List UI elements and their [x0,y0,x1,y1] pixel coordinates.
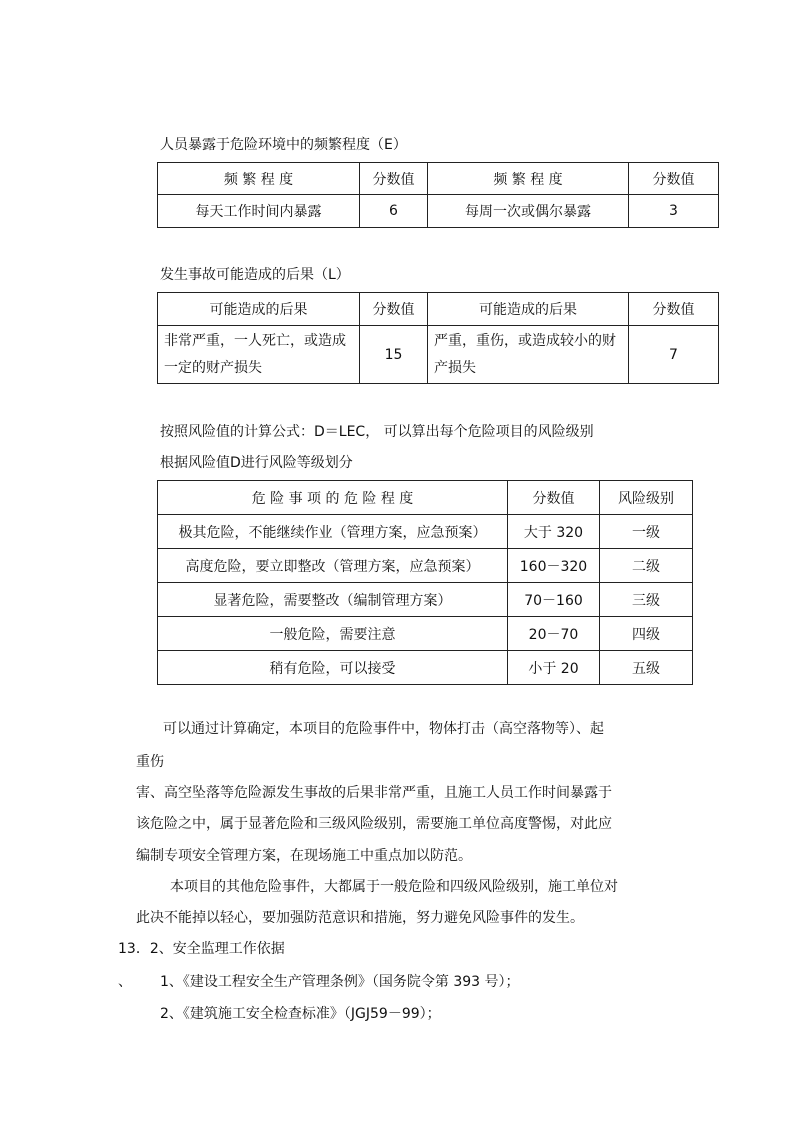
bullet-mark: 、 [118,974,132,990]
formula-text: 按照风险值的计算公式：D＝LEC， 可以算出每个危险项目的风险级别 [160,424,594,440]
table-row [158,549,693,583]
exposure-cell-score-1: 6 [360,195,428,228]
risk-level: 四级 [600,617,693,651]
list-item: 2、《建筑施工安全检查标准》（JGJ59－99）； [160,1006,441,1022]
consequence-header-score-2: 分数值 [629,293,719,326]
risk-level: 二级 [600,549,693,583]
exposure-header-desc-2: 频 繁 程 度 [428,163,629,195]
consequence-cell-desc-1: 非常严重，一人死亡，或造成一定的财产损失 [158,326,360,384]
exposure-header-score-1: 分数值 [360,163,428,195]
section-heading: 13．2、安全监理工作依据 [118,941,285,957]
exposure-table [157,162,719,228]
risk-degree: 极其危险，不能继续作业（管理方案，应急预案） [158,515,508,549]
paragraph1-line: 可以通过计算确定，本项目的危险事件中，物体打击（高空落物等）、起 [163,721,604,737]
paragraph1-line: 害、高空坠落等危险源发生事故的后果非常严重，且施工人员工作时间暴露于 [136,785,612,801]
exposure-cell-score-2: 3 [629,195,719,228]
risk-degree: 高度危险，要立即整改（管理方案，应急预案） [158,549,508,583]
exposure-header-desc-1: 频 繁 程 度 [158,163,360,195]
risk-grade-table [157,480,693,685]
consequence-header-desc-1: 可能造成的后果 [158,293,360,326]
table-row [158,515,693,549]
paragraph1-line: 重伤 [136,754,164,770]
risk-header-degree: 危 险 事 项 的 危 险 程 度 [158,481,508,515]
paragraph1-line: 编制专项安全管理方案，在现场施工中重点加以防范。 [136,848,472,864]
exposure-cell-desc-2: 每周一次或偶尔暴露 [428,195,629,228]
risk-score: 160－320 [508,549,600,583]
consequence-cell-score-2: 7 [629,326,719,384]
risk-score: 70－160 [508,583,600,617]
consequence-caption: 发生事故可能造成的后果（L） [160,267,350,283]
table-row [158,617,693,651]
exposure-cell-desc-1: 每天工作时间内暴露 [158,195,360,228]
table-row [158,583,693,617]
paragraph2-line: 本项目的其他危险事件，大都属于一般危险和四级风险级别，施工单位对 [170,879,618,895]
risk-degree: 显著危险，需要整改（编制管理方案） [158,583,508,617]
risk-score: 大于 320 [508,515,600,549]
consequence-header-desc-2: 可能造成的后果 [428,293,629,326]
paragraph2-line: 此决不能掉以轻心，要加强防范意识和措施，努力避免风险事件的发生。 [136,910,584,926]
exposure-caption: 人员暴露于危险环境中的频繁程度（E） [160,137,407,153]
consequence-header-score-1: 分数值 [360,293,428,326]
exposure-header-score-2: 分数值 [629,163,719,195]
risk-level: 三级 [600,583,693,617]
risk-level: 一级 [600,515,693,549]
risk-score: 小于 20 [508,651,600,685]
consequence-cell-score-1: 15 [360,326,428,384]
consequence-cell-desc-2: 严重，重伤，或造成较小的财产损失 [428,326,629,384]
table-row [158,651,693,685]
risk-level: 五级 [600,651,693,685]
risk-degree: 一般危险，需要注意 [158,617,508,651]
risk-header-level: 风险级别 [600,481,693,515]
risk-score: 20－70 [508,617,600,651]
risk-header-score: 分数值 [508,481,600,515]
list-item: 1、《建设工程安全生产管理条例》（国务院令第 393 号）； [160,974,520,990]
consequence-table [157,292,719,384]
grading-text: 根据风险值D进行风险等级划分 [160,455,353,471]
risk-degree: 稍有危险，可以接受 [158,651,508,685]
paragraph1-line: 该危险之中，属于显著危险和三级风险级别，需要施工单位高度警惕，对此应 [136,816,612,832]
